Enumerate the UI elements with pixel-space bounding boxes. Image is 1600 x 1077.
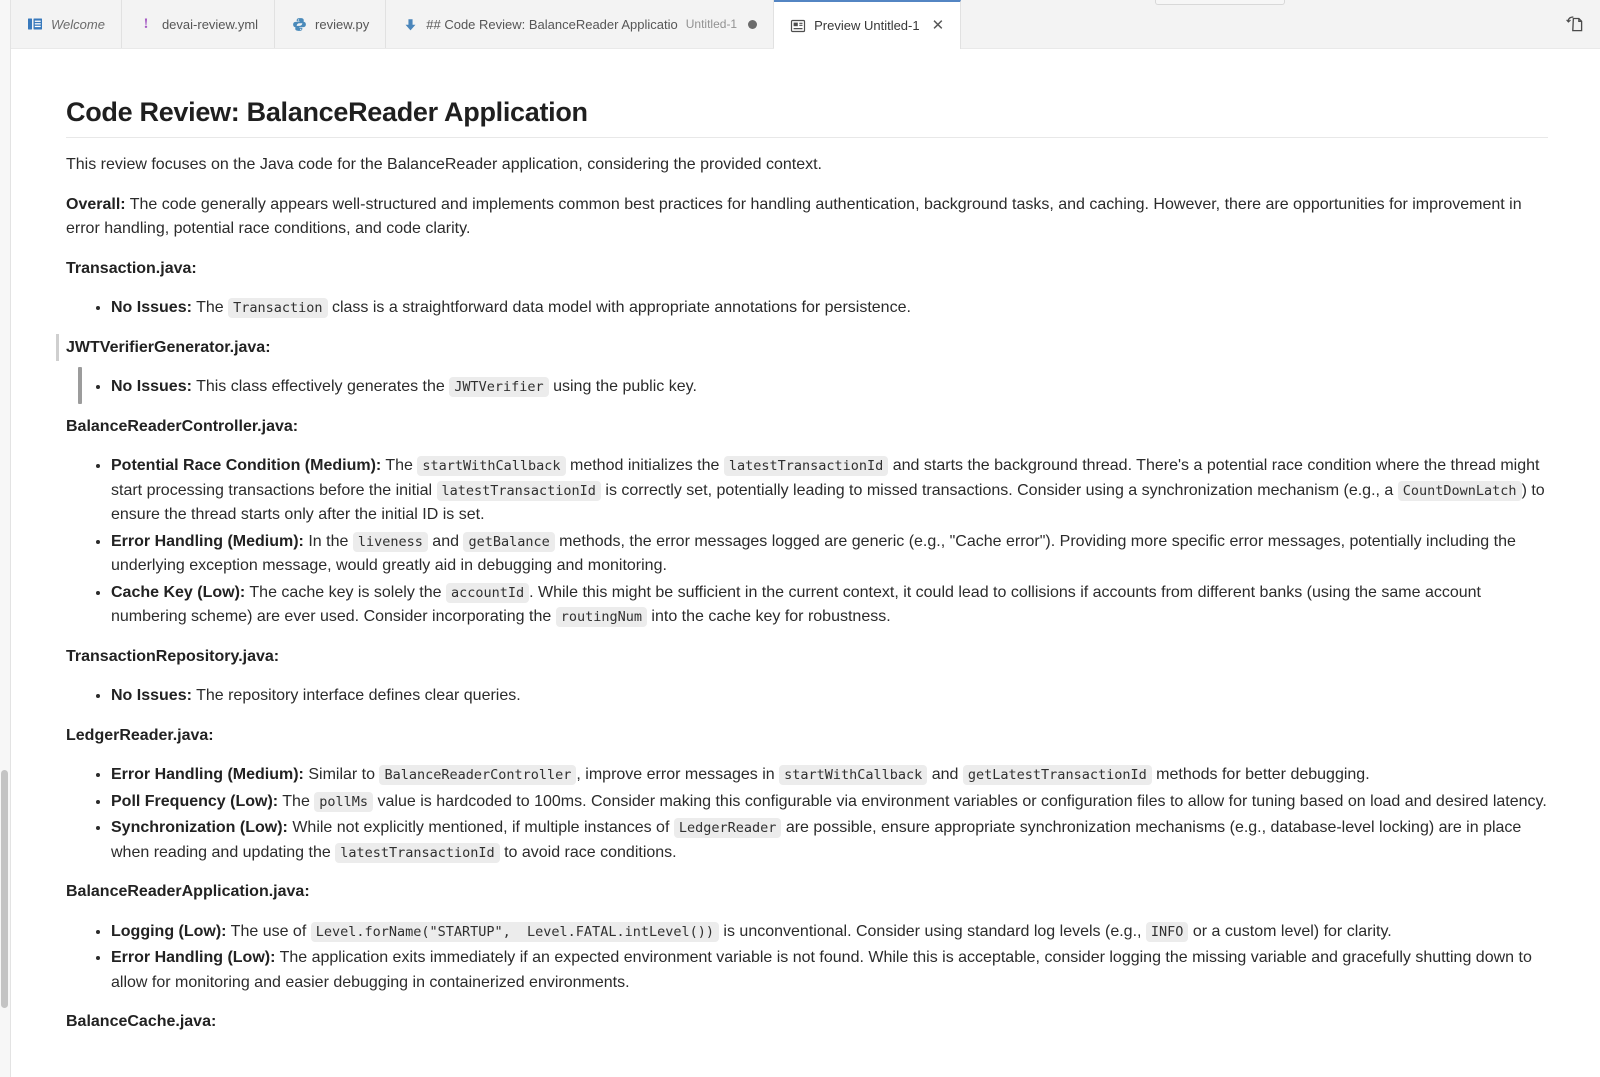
inline-code: pollMs xyxy=(314,792,373,812)
tab-review-py[interactable] xyxy=(275,0,386,48)
preview-icon xyxy=(790,18,806,34)
inline-code: LedgerReader xyxy=(674,818,782,838)
markdown-preview-content xyxy=(11,49,1600,1070)
quick-input-remnant xyxy=(1155,0,1285,5)
section-transaction-java: Transaction.java: xyxy=(66,259,197,277)
balancereadercontroller-issues xyxy=(66,454,1548,630)
list-item: • Error Handling (Low): The application exits immediately if an expected environment variable is not found. While this is acceptable, consider logging the missing variable and gracefully shutting down to allow for monitoring and easier debugging in containerized environments. xyxy=(111,946,1548,995)
tab-label: devai-review.yml xyxy=(161,16,259,32)
list-item: • Poll Frequency (Low): The pollMs value is hardcoded to 100ms. Consider making this configurable via environment variables or configuration files to allow for tuning based on load and desired latency. xyxy=(111,790,1548,815)
section-balancereadercontroller-java: BalanceReaderController.java: xyxy=(66,417,299,435)
inline-code: startWithCallback xyxy=(417,456,565,476)
tab-welcome[interactable] xyxy=(11,0,122,48)
welcome-icon xyxy=(27,16,43,32)
section-transactionrepository-java: TransactionRepository.java: xyxy=(66,647,280,665)
inline-code: BalanceReaderController xyxy=(379,765,576,785)
open-source-file-icon[interactable] xyxy=(1564,13,1586,35)
inline-code: liveness xyxy=(353,532,428,552)
intro-paragraph: This review focuses on the Java code for the BalanceReader application, considering the provided context. xyxy=(66,156,822,173)
inline-code: CountDownLatch xyxy=(1398,481,1522,501)
python-icon xyxy=(291,16,307,32)
transactionrepository-issues xyxy=(66,684,1548,709)
tab-description: Untitled-1 xyxy=(685,17,738,31)
list-item: • Error Handling (Medium): In the liveness and getBalance methods, the error messages logged are generic (e.g., "Cache error"). Providing more specific error messages, potentially including the underlying exception message, would greatly aid in debugging and monitoring. xyxy=(111,530,1548,579)
markdown-arrow-icon xyxy=(402,16,418,32)
inline-code: Transaction xyxy=(228,298,327,318)
tab-devai-review-yml[interactable] xyxy=(122,0,275,48)
inline-code: latestTransactionId xyxy=(335,843,499,863)
inline-code: accountId xyxy=(446,583,529,603)
list-item: • Logging (Low): The use of Level.forName("STARTUP", Level.FATAL.intLevel()) is unconventional. Consider using standard log levels (e.g., INFO or a custom level) for clarity. xyxy=(111,920,1548,945)
section-ledgerreader-java: LedgerReader.java: xyxy=(66,726,214,744)
overall-paragraph: Overall: The code generally appears well-structured and implements common best practices for handling authentication, background tasks, and caching. However, there are opportunities for improvement in error handling, potential race conditions, and code clarity. xyxy=(66,195,1522,237)
editor-tab-bar xyxy=(11,0,1600,49)
section-jwtverifiergenerator-java: JWTVerifierGenerator.java: xyxy=(66,336,1548,361)
section-balancereaderapplication-java: BalanceReaderApplication.java: xyxy=(66,883,310,900)
close-icon[interactable]: ✕ xyxy=(931,17,945,34)
page-title: Code Review: BalanceReader Application xyxy=(66,97,1548,138)
left-gutter xyxy=(0,0,11,1077)
markdown-preview-pane[interactable] xyxy=(11,49,1600,1077)
list-item: • Error Handling (Medium): Similar to BalanceReaderController , improve error messages in startWithCallback and getLatestTransactionId methods for better debugging. xyxy=(111,763,1548,788)
inline-code: JWTVerifier xyxy=(449,377,548,397)
inline-code: INFO xyxy=(1146,922,1189,942)
list-item: • No Issues: The Transaction class is a straightforward data model with appropriate annotations for persistence. xyxy=(111,296,1548,321)
inline-code: getLatestTransactionId xyxy=(963,765,1152,785)
inline-code: routingNum xyxy=(556,607,647,627)
list-item: • Cache Key (Low): The cache key is solely the accountId . While this might be sufficient in the current context, it could lead to collisions if accounts from different banks (using the same account numbering scheme) are ever used. Consider incorporating the routingNum into the cache key for robustness. xyxy=(111,581,1548,630)
tab-label: review.py xyxy=(315,16,370,32)
tab-label: Preview Untitled-1 xyxy=(814,18,920,33)
list-item: • No Issues: This class effectively generates the JWTVerifier using the public key. xyxy=(111,375,1548,400)
list-item: • Potential Race Condition (Medium): The startWithCallback method initializes the latestTransactionId and starts the background thread. There's a potential race condition where the thread might start processing transactions before the initial latestTransactionId is correctly set, potentially leading to missed transactions. Consider using a synchronization mechanism (e.g., a CountDownLatch ) to ensure the thread starts only after the initial ID is set. xyxy=(111,454,1548,528)
tab-code-review-untitled-1[interactable] xyxy=(386,0,774,48)
transaction-issues xyxy=(66,296,1548,321)
editor-actions xyxy=(1564,0,1600,48)
scrollbar-thumb[interactable] xyxy=(1,770,8,1008)
tab-preview-untitled-1[interactable] xyxy=(774,0,961,49)
section-balancecache-java: BalanceCache.java: xyxy=(66,1013,217,1030)
tab-label: ## Code Review: BalanceReader Applicatio xyxy=(426,16,678,32)
balancereaderapplication-issues xyxy=(66,920,1548,996)
list-item: • No Issues: The repository interface defines clear queries. xyxy=(111,684,1548,709)
ledgerreader-issues xyxy=(66,763,1548,865)
inline-code: getBalance xyxy=(463,532,554,552)
tab-label: Welcome xyxy=(51,16,105,32)
list-item: • Synchronization (Low): While not explicitly mentioned, if multiple instances of LedgerReader are possible, ensure appropriate synchronization mechanisms (e.g., database-level locking) are in place when reading and updating the latestTransactionId to avoid race conditions. xyxy=(111,816,1548,865)
inline-code: latestTransactionId xyxy=(724,456,888,476)
yaml-warning-icon: ! xyxy=(143,15,149,32)
inline-code: startWithCallback xyxy=(779,765,927,785)
jwtverifiergenerator-issues xyxy=(66,375,1548,400)
inline-code: Level.forName("STARTUP", Level.FATAL.intLevel()) xyxy=(311,922,719,942)
inline-code: latestTransactionId xyxy=(437,481,601,501)
modified-indicator-dot xyxy=(748,20,757,29)
